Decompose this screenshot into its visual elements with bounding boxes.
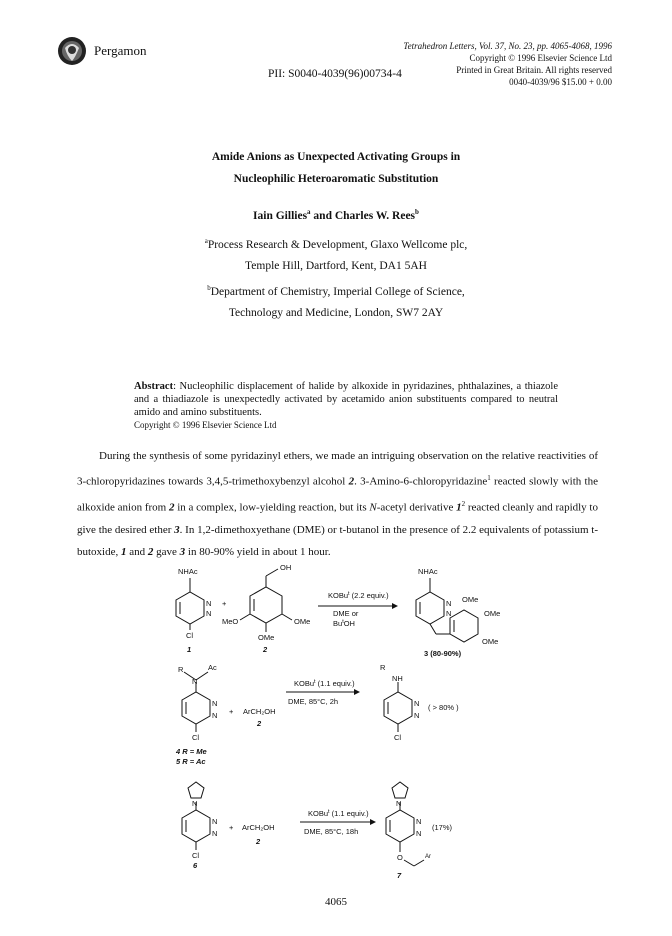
pii-code: PII: S0040-4039(96)00734-4	[268, 68, 402, 80]
r1-label-1: 1	[187, 645, 192, 654]
article-title	[0, 146, 672, 190]
text-run: reacted cleanly and rapidly to give the desired ether	[77, 501, 598, 536]
r2-r: R	[178, 665, 184, 674]
r2-n: N	[192, 677, 198, 686]
affiliation-b-mark: b	[207, 283, 211, 292]
r3-plus: +	[229, 823, 234, 832]
r3-ring-n-b: N	[212, 829, 218, 838]
r1-prod-n-b: N	[446, 609, 452, 618]
r2-ring-n-a: N	[212, 699, 218, 708]
pyrrolidine-ring-6	[188, 782, 204, 798]
r1-prod-label: 3 (80-90%)	[424, 649, 462, 658]
r3-prod-n-b: N	[416, 829, 422, 838]
compound-ref: 2	[348, 475, 355, 488]
text-run: in 80-90% yield in about 1 hour.	[185, 546, 331, 559]
r3-cl: Cl	[192, 851, 200, 860]
italic-n: N	[369, 501, 377, 514]
abstract-label: Abstract	[134, 381, 174, 392]
r2-prod-nh: NH	[392, 674, 403, 683]
author-2-mark: b	[415, 208, 419, 216]
r1-cond-2: DME or	[333, 609, 359, 618]
r2-yield: ( > 80% )	[428, 703, 459, 712]
r3-label-6: 6	[193, 861, 198, 870]
abstract	[134, 380, 558, 432]
author-1-mark: a	[307, 208, 311, 216]
r1-n-a: N	[206, 599, 212, 608]
author-and: and	[310, 209, 335, 222]
r1-prod-ome-1: OMe	[462, 595, 479, 604]
affiliation-b-line-2: Technology and Medicine, London, SW7 2AY	[228, 307, 444, 320]
text-run: and	[126, 546, 148, 559]
r3-label-2: 2	[256, 837, 261, 846]
affiliations	[0, 231, 672, 325]
text-run: in a complex, low-yielding reaction, but its	[174, 501, 370, 514]
r1-meo: MeO	[222, 617, 239, 626]
benzene-ring-2	[250, 587, 282, 623]
r1-cl: Cl	[186, 631, 194, 640]
r2-substituent-5: 5 R = Ac	[176, 757, 206, 766]
r2-prod-n-a: N	[414, 699, 420, 708]
copyright-line: Copyright © 1996 Elsevier Science Ltd	[469, 53, 612, 63]
abstract-text: : Nucleophilic displacement of halide by alkoxide in pyridazines, phthalazines, a thiazole and a thiadiazole is unexpectedly activated by acetamido anion substituents compared to neutral amido and amino substituents.	[134, 381, 558, 418]
compound-ref: 3	[179, 546, 186, 559]
r1-n-b: N	[206, 609, 212, 618]
text-run: . In 1,2-dimethoxyethane (DME) or t-butanol in the presence of 2.2 equivalents of potassium t-butoxide,	[77, 523, 598, 559]
text-run: gave	[153, 546, 180, 559]
affiliation-a-line-1	[0, 231, 672, 256]
r1-prod-ome-3: OMe	[482, 637, 499, 646]
r3-prod-ar: Ar	[425, 854, 431, 860]
r2-substituent-4: 4 R = Me	[176, 747, 207, 756]
journal-citation: Tetrahedron Letters, Vol. 37, No. 23, pp. 4065-4068, 1996	[403, 41, 612, 51]
r1-label-2: 2	[263, 645, 268, 654]
paragraph-1	[77, 445, 598, 563]
r2-ring-n-b: N	[212, 711, 218, 720]
r3-prod-pyrrolidine-n: N	[396, 799, 402, 808]
text-run: -acetyl derivative	[376, 501, 457, 514]
footnote-ref: 1	[487, 474, 491, 483]
footnote-ref: 2	[461, 500, 466, 509]
r3-yield: (17%)	[432, 823, 453, 832]
r3-pyrrolidine-n: N	[192, 799, 198, 808]
affiliation-b-line-1	[0, 278, 672, 303]
pyrrolidine-ring-7	[392, 782, 408, 798]
r2-cond-1: KOBu$^t$ (1.1 equiv.)	[294, 679, 355, 688]
r3-alcohol: ArCH₂OH	[242, 823, 275, 832]
body-text	[77, 445, 598, 563]
page-number: 4065	[325, 896, 347, 908]
r1-ome-bottom: OMe	[258, 633, 275, 642]
affiliation-b-text: Department of Chemistry, Imperial College of Science,	[210, 285, 465, 298]
r1-prod-n-a: N	[446, 599, 452, 608]
pergamon-logo	[57, 36, 87, 66]
r3-prod-o: O	[397, 853, 403, 862]
r1-oh: OH	[280, 563, 292, 572]
title-line-1: Amide Anions as Unexpected Activating Groups in	[211, 151, 461, 163]
compound-ref: 1	[121, 546, 127, 559]
r1-nhac: NHAc	[178, 567, 198, 576]
r1-ome-right: OMe	[294, 617, 311, 626]
compound-ref: 3	[174, 523, 180, 536]
r3-ring-n-a: N	[212, 817, 218, 826]
price-line: 0040-4039/96 $15.00 + 0.00	[509, 77, 612, 87]
r2-ac: Ac	[208, 663, 217, 672]
publisher-name: Pergamon	[94, 43, 147, 58]
r3-label-7: 7	[397, 871, 402, 880]
r3-prod-n-a: N	[416, 817, 422, 826]
author-1: Iain Gillies	[253, 209, 308, 222]
abstract-copyright: Copyright © 1996 Elsevier Science Ltd	[134, 420, 277, 430]
r3-cond-2: DME, 85°C, 18h	[304, 827, 359, 836]
compound-ref: 1	[456, 501, 462, 514]
author-2: Charles W. Rees	[334, 209, 416, 222]
reaction-scheme	[0, 560, 672, 890]
r1-prod-nhac: NHAc	[418, 567, 438, 576]
r2-cl: Cl	[192, 733, 200, 742]
r1-cond-3: Bu$^t$OH	[333, 619, 355, 628]
citation-block	[403, 40, 612, 88]
r2-prod-r: R	[380, 663, 386, 672]
r3-cond-1: KOBu$^t$ (1.1 equiv.)	[308, 809, 369, 818]
r2-cond-2: DME, 85°C, 2h	[288, 697, 339, 706]
title-line-2: Nucleophilic Heteroaromatic Substitution	[233, 173, 439, 185]
affiliation-a-mark: a	[204, 237, 208, 245]
author-line	[0, 208, 672, 222]
text-run: During the synthesis of some pyridazinyl ethers, we made an intriguing observation on the relative reactivities of 3-chloropyridazines towards 3,4,5-trimethoxybenzyl alcohol	[77, 450, 598, 488]
compound-ref: 2	[168, 501, 175, 514]
r2-label-2: 2	[257, 719, 262, 728]
text-run: reacted slowly with the alkoxide anion from	[77, 475, 598, 514]
printed-line: Printed in Great Britain. All rights reserved	[456, 65, 612, 75]
r1-prod-ome-2: OMe	[484, 609, 501, 618]
affiliation-a-line-2: Temple Hill, Dartford, Kent, DA1 5AH	[245, 260, 427, 273]
text-run: . 3-Amino-6-chloropyridazine	[354, 475, 488, 488]
r2-prod-cl: Cl	[394, 733, 402, 742]
affiliation-a-text: Process Research & Development, Glaxo Wellcome plc,	[207, 238, 468, 251]
r1-plus: +	[222, 599, 227, 608]
r2-plus: +	[229, 707, 234, 716]
r2-prod-n-b: N	[414, 711, 420, 720]
r1-cond-1: KOBu$^t$ (2.2 equiv.)	[328, 591, 389, 600]
r2-alcohol: ArCH₂OH	[243, 707, 276, 716]
compound-ref: 2	[147, 546, 154, 559]
